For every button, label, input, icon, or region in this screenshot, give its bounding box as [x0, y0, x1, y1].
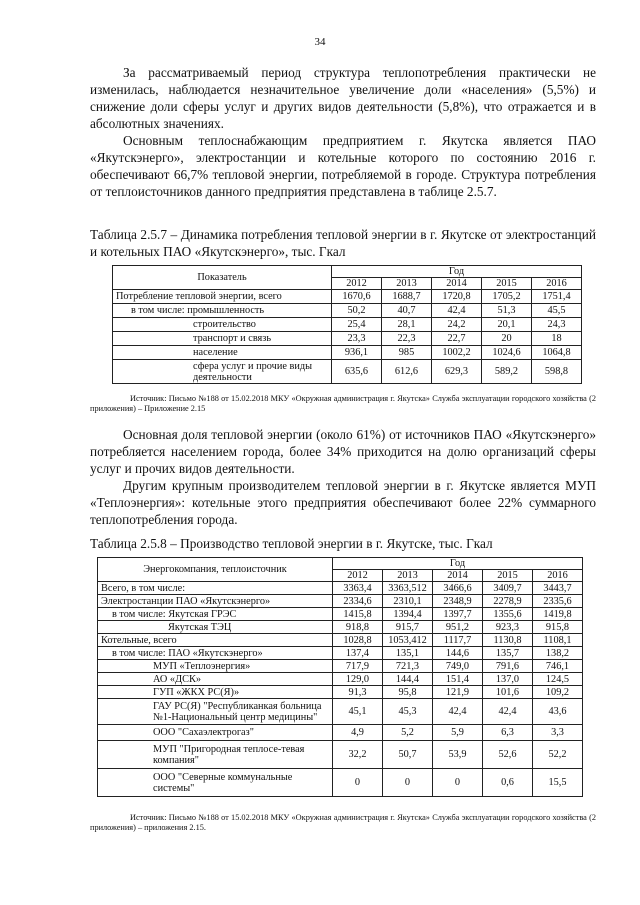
cell-value: 3363,4 [333, 582, 383, 595]
row-label: население [113, 346, 332, 360]
cell-value: 918,8 [333, 621, 383, 634]
row-label: сфера услуг и прочие виды деятельности [113, 360, 332, 384]
cell-value: 3,3 [533, 725, 583, 741]
cell-value: 1117,7 [433, 634, 483, 647]
cell-value: 42,4 [433, 699, 483, 725]
cell-value: 22,3 [382, 332, 432, 346]
cell-value: 1415,8 [333, 608, 383, 621]
row-label: в том числе: промышленность [113, 304, 332, 318]
cell-value: 0 [433, 769, 483, 797]
cell-value: 0 [383, 769, 433, 797]
table-row [113, 304, 582, 318]
cell-value: 151,4 [433, 673, 483, 686]
cell-value: 129,0 [333, 673, 383, 686]
table-row [98, 647, 583, 660]
cell-value: 1397,7 [433, 608, 483, 621]
table2-year: 2015 [483, 570, 533, 582]
table-row [98, 769, 583, 797]
cell-value: 1002,2 [432, 346, 482, 360]
cell-value: 52,2 [533, 741, 583, 769]
table-row [98, 673, 583, 686]
cell-value: 43,6 [533, 699, 583, 725]
cell-value: 3443,7 [533, 582, 583, 595]
cell-value: 1720,8 [432, 290, 482, 304]
cell-value: 24,2 [432, 318, 482, 332]
cell-value: 951,2 [433, 621, 483, 634]
cell-value: 1670,6 [332, 290, 382, 304]
table2-col-header: Энергокомпания, теплоисточник [98, 558, 333, 582]
table-row [98, 741, 583, 769]
table-row [98, 634, 583, 647]
cell-value: 2310,1 [383, 595, 433, 608]
cell-value: 137,0 [483, 673, 533, 686]
table-row [98, 621, 583, 634]
row-label: транспорт и связь [113, 332, 332, 346]
cell-value: 42,4 [483, 699, 533, 725]
cell-value: 50,2 [332, 304, 382, 318]
table1-year: 2014 [432, 278, 482, 290]
cell-value: 23,3 [332, 332, 382, 346]
cell-value: 0,6 [483, 769, 533, 797]
table-row [98, 699, 583, 725]
row-label: в том числе: Якутская ГРЭС [98, 608, 333, 621]
cell-value: 28,1 [382, 318, 432, 332]
cell-value: 3466,6 [433, 582, 483, 595]
cell-value: 0 [333, 769, 383, 797]
cell-value: 138,2 [533, 647, 583, 660]
cell-value: 45,3 [383, 699, 433, 725]
cell-value: 52,6 [483, 741, 533, 769]
table2-year: 2014 [433, 570, 483, 582]
row-label: ООО "Сахаэлектрогаз" [98, 725, 333, 741]
cell-value: 915,8 [533, 621, 583, 634]
row-label: в том числе: ПАО «Якутскэнерго» [98, 647, 333, 660]
cell-value: 2334,6 [333, 595, 383, 608]
cell-value: 598,8 [532, 360, 582, 384]
cell-value: 1751,4 [532, 290, 582, 304]
table2-source: Источник: Письмо №188 от 15.02.2018 МКУ «Окружная администрация г. Якутска» Служба эксплуатации городского хозяйства (2 приложения) – приложения 2.15. [90, 813, 596, 832]
table2-caption: Таблица 2.5.8 – Производство тепловой энергии в г. Якутске, тыс. Гкал [90, 536, 493, 551]
cell-value: 1394,4 [383, 608, 433, 621]
cell-value: 1024,6 [482, 346, 532, 360]
cell-value: 135,1 [383, 647, 433, 660]
cell-value: 2278,9 [483, 595, 533, 608]
table-row [98, 595, 583, 608]
cell-value: 749,0 [433, 660, 483, 673]
cell-value: 635,6 [332, 360, 382, 384]
table1-caption: Таблица 2.5.7 – Динамика потребления тепловой энергии в г. Якутске от электростанций и котельных ПАО «Якутскэнерго», тыс. Гкал [90, 227, 596, 259]
cell-value: 1419,8 [533, 608, 583, 621]
cell-value: 5,2 [383, 725, 433, 741]
row-label: МУП "Пригородная теплосе-тевая компания" [98, 741, 333, 769]
cell-value: 121,9 [433, 686, 483, 699]
table1-year: 2012 [332, 278, 382, 290]
cell-value: 721,3 [383, 660, 433, 673]
cell-value: 42,4 [432, 304, 482, 318]
cell-value: 1130,8 [483, 634, 533, 647]
table-row [113, 346, 582, 360]
table-row [98, 660, 583, 673]
cell-value: 3363,512 [383, 582, 433, 595]
cell-value: 20 [482, 332, 532, 346]
cell-value: 95,8 [383, 686, 433, 699]
table1-group-header: Год [332, 266, 582, 278]
cell-value: 45,1 [333, 699, 383, 725]
cell-value: 18 [532, 332, 582, 346]
cell-value: 4,9 [333, 725, 383, 741]
cell-value: 1028,8 [333, 634, 383, 647]
cell-value: 32,2 [333, 741, 383, 769]
cell-value: 45,5 [532, 304, 582, 318]
cell-value: 24,3 [532, 318, 582, 332]
cell-value: 25,4 [332, 318, 382, 332]
cell-value: 137,4 [333, 647, 383, 660]
paragraph-mup-teploenergia: Другим крупным производителем тепловой энергии в г. Якутске является МУП «Теплоэнергия»: котельные этого предприятия обеспечивают более 22% суммарного теплопотребления города. [90, 478, 596, 527]
cell-value: 144,6 [433, 647, 483, 660]
table1-year: 2015 [482, 278, 532, 290]
paragraph-main-supplier: Основным теплоснабжающим предприятием г. Якутска является ПАО «Якутскэнерго», электростанции и котельные которого по состоянию 2016 г. обеспечивают 66,7% тепловой энергии, потребляемой в городе. Структура потребления от теплоисточников данного предприятия представлена в таблице 2.5.7. [90, 133, 596, 199]
table2-group-header: Год [333, 558, 583, 570]
table-row [113, 318, 582, 332]
row-label: Потребление тепловой энергии, всего [113, 290, 332, 304]
cell-value: 22,7 [432, 332, 482, 346]
table-row [113, 360, 582, 384]
row-label: Электростанции ПАО «Якутскэнерго» [98, 595, 333, 608]
cell-value: 50,7 [383, 741, 433, 769]
cell-value: 791,6 [483, 660, 533, 673]
cell-value: 124,5 [533, 673, 583, 686]
cell-value: 717,9 [333, 660, 383, 673]
row-label: ООО "Северные коммунальные системы" [98, 769, 333, 797]
cell-value: 1053,412 [383, 634, 433, 647]
table-consumption [112, 265, 582, 384]
row-label: МУП «Теплоэнергия» [98, 660, 333, 673]
cell-value: 101,6 [483, 686, 533, 699]
cell-value: 40,7 [382, 304, 432, 318]
page-number: 34 [314, 36, 326, 48]
paragraph-structure: За рассматриваемый период структура теплопотребления практически не изменилась, наблюдается незначительное увеличение доли «населения» (5,5%) и снижение доли сферы услуг и других видов деятельности (5,8%), что отражается и в абсолютных значениях. [90, 65, 596, 131]
cell-value: 589,2 [482, 360, 532, 384]
table-row [98, 686, 583, 699]
table-row [98, 582, 583, 595]
table2-year: 2013 [383, 570, 433, 582]
row-label: Всего, в том числе: [98, 582, 333, 595]
table1-year: 2013 [382, 278, 432, 290]
row-label: Якутская ТЭЦ [98, 621, 333, 634]
cell-value: 1705,2 [482, 290, 532, 304]
table1-source: Источник: Письмо №188 от 15.02.2018 МКУ «Окружная администрация г. Якутска» Служба эксплуатации городского хозяйства (2 приложения) – Приложение 2.15 [90, 394, 596, 413]
cell-value: 985 [382, 346, 432, 360]
cell-value: 2335,6 [533, 595, 583, 608]
row-label: ГУП «ЖКХ РС(Я)» [98, 686, 333, 699]
cell-value: 6,3 [483, 725, 533, 741]
cell-value: 5,9 [433, 725, 483, 741]
cell-value: 1355,6 [483, 608, 533, 621]
cell-value: 746,1 [533, 660, 583, 673]
cell-value: 20,1 [482, 318, 532, 332]
cell-value: 91,3 [333, 686, 383, 699]
table2-year: 2012 [333, 570, 383, 582]
cell-value: 936,1 [332, 346, 382, 360]
paragraph-population-share: Основная доля тепловой энергии (около 61%) от источников ПАО «Якутскэнерго» потребляется населением города, более 34% приходится на долю организаций сферы услуг и прочих видов деятельности. [90, 427, 596, 476]
cell-value: 144,4 [383, 673, 433, 686]
cell-value: 1108,1 [533, 634, 583, 647]
cell-value: 109,2 [533, 686, 583, 699]
table-row [113, 290, 582, 304]
cell-value: 51,3 [482, 304, 532, 318]
cell-value: 15,5 [533, 769, 583, 797]
row-label: ГАУ РС(Я) "Республиканкая больница №1-Национальный центр медицины" [98, 699, 333, 725]
table-production [97, 557, 583, 797]
cell-value: 629,3 [432, 360, 482, 384]
cell-value: 3409,7 [483, 582, 533, 595]
cell-value: 135,7 [483, 647, 533, 660]
table1-year: 2016 [532, 278, 582, 290]
cell-value: 2348,9 [433, 595, 483, 608]
cell-value: 612,6 [382, 360, 432, 384]
table2-year: 2016 [533, 570, 583, 582]
table-row [98, 725, 583, 741]
row-label: строительство [113, 318, 332, 332]
table1-col-header: Показатель [113, 266, 332, 290]
table-row [98, 608, 583, 621]
cell-value: 53,9 [433, 741, 483, 769]
table-row [113, 332, 582, 346]
cell-value: 915,7 [383, 621, 433, 634]
cell-value: 1688,7 [382, 290, 432, 304]
cell-value: 1064,8 [532, 346, 582, 360]
row-label: Котельные, всего [98, 634, 333, 647]
row-label: АО «ДСК» [98, 673, 333, 686]
cell-value: 923,3 [483, 621, 533, 634]
